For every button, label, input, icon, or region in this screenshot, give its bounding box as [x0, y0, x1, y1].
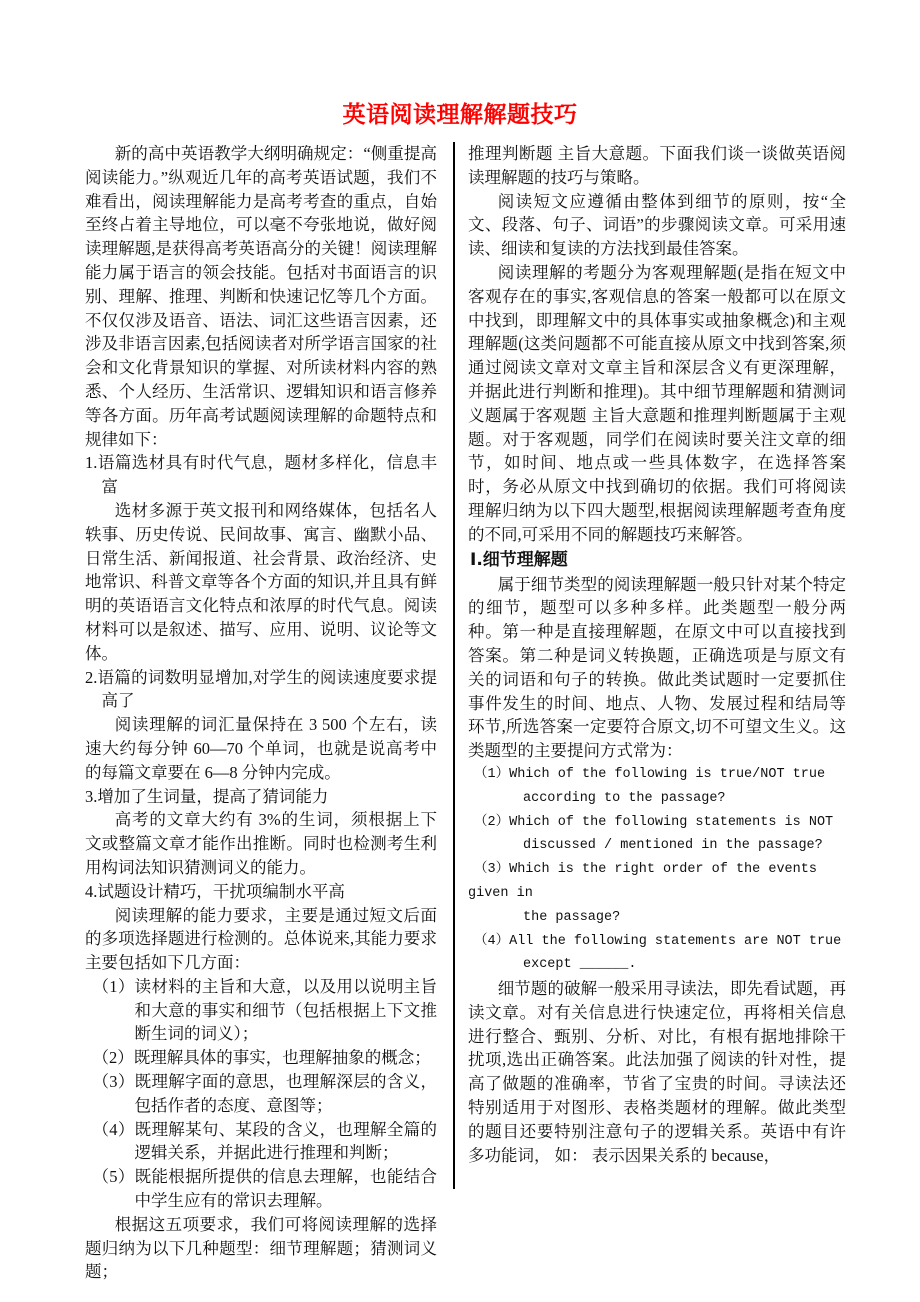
question-pattern-line: the passage?	[523, 909, 621, 925]
paragraph: 阅读理解的考题分为客观理解题(是指在短文中客观存在的事实,客观信息的答案一般都可以在原文中找到，即理解文中的具体事实或抽象概念)和主观理解题(这类问题都不可能直接从原文中找到答案,须通过阅读文章对文章主旨和深层含义有更深理解，并据此进行判断和推理)。其中细节理解题和猜测词义题属于客观题 主旨大意题和推理判断题属于主观题。对于客观题，同学们在阅读时要关注文章的细节，如时间、地点或一些具体数字，在选择答案时，务必从原文中找到确切的依据。我们可将阅读理解归纳为以下四大题型,根据阅读理解题考查角度的不同,可采用不同的解题技巧来解答。	[468, 262, 846, 544]
numbered-item: 3.增加了生词量，提高了猜词能力	[85, 786, 329, 806]
column-divider	[453, 142, 455, 1189]
numbered-item: 4.试题设计精巧，干扰项编制水平高	[85, 881, 345, 901]
numbered-item: 2.语篇的词数明显增加,对学生的阅读速度要求提高了	[85, 667, 437, 711]
question-pattern-line: （2）Which of the following statements is NOT	[474, 814, 834, 830]
question-pattern-line: discussed / mentioned in the passage?	[523, 838, 823, 854]
list-item: （1）读材料的主旨和大意，以及用以说明主旨和大意的事实和细节（包括根据上下文推断生词的词义）；	[92, 976, 437, 1044]
list-item: （4）既理解某句、某段的含义，也理解全篇的逻辑关系，并据此进行推理和判断；	[92, 1119, 437, 1163]
paragraph: 阅读理解的词汇量保持在 3 500 个左右，读速大约每分钟 60—70 个单词，也就是说高考中的每篇文章要在 6—8 分钟内完成。	[85, 715, 437, 782]
paragraph: 阅读短文应遵循由整体到细节的原则，按“全文、段落、句子、词语”的步骤阅读文章。可采用速读、细读和复读的方法找到最佳答案。	[468, 191, 846, 259]
list-item: （3）既理解字面的意思，也理解深层的含义，包括作者的态度、意图等；	[92, 1072, 437, 1115]
paragraph: 细节题的破解一般采用寻读法，即先看试题，再读文章。对有关信息进行快速定位，再将相关信息进行整合、甄别、分析、对比，有根有据地排除干扰项,选出正确答案。此法加强了阅读的针对性，提高了做题的准确率，节省了宝贵的时间。寻读法还特别适用于对图形、表格类题材的理解。做此类型的题目还要特别注意句子的逻辑关系。英语中有许多功能词， 如： 表示因果关系的 because，	[468, 979, 846, 1165]
paragraph: 根据这五项要求，我们可将阅读理解的选择题归纳为以下几种题型：细节理解题；猜测词义题；	[85, 1214, 437, 1282]
question-pattern-line: （1）Which of the following is true/NOT true	[474, 766, 826, 782]
question-pattern-line: according to the passage?	[523, 790, 726, 806]
paragraph: 高考的文章大约有 3%的生词，须根据上下文或整篇文章才能作出推断。同时也检测考生利用构词法知识猜测词义的能力。	[85, 810, 437, 877]
page-title: 英语阅读理解解题技巧	[342, 102, 578, 128]
list-item: （2）既理解具体的事实，也理解抽象的概念；	[92, 1048, 431, 1068]
list-item: （5）既能根据所提供的信息去理解，也能结合中学生应有的常识去理解。	[92, 1167, 437, 1211]
paragraph: 新的高中英语教学大纲明确规定：“侧重提高阅读能力。”纵观近几年的高考英语试题，我们不难看出，阅读理解能力是高考考查的重点，自始至终占着主导地位，可以毫不夸张地说，做好阅读理解题,是获得高考英语高分的关键！阅读理解能力属于语言的领会技能。包括对书面语言的识别、理解、推理、判断和快速记忆等几个方面。不仅仅涉及语音、语法、词汇这些语言因素，还涉及非语言因素,包括阅读者对所学语言国家的社会和文化背景知识的掌握、对所读材料内容的熟悉、个人经历、生活常识、逻辑知识和语言修养等各方面。历年高考试题阅读理解的命题特点和规律如下：	[85, 144, 437, 449]
section-heading: Ⅰ.细节理解题	[470, 549, 568, 570]
question-pattern-line: except ______.	[523, 957, 637, 973]
two-column-layout	[0, 142, 920, 1284]
question-pattern-line: （4）All the following statements are NOT true	[474, 933, 842, 949]
paragraph: 属于细节类型的阅读理解题一般只针对某个特定的细节，题型可以多种多样。此类题型一般分两种。第一种是直接理解题，在原文中可以直接找到答案。第二种是词义转换题，正确选项是与原文有关的词语和句子的转换。做此类试题时一定要抓住事件发生的时间、地点、人物、发展过程和结局等环节,所选答案一定要符合原文,切不可望文生义。这类题型的主要提问方式常为：	[468, 574, 846, 761]
question-pattern-line: given in	[468, 885, 533, 901]
paragraph: 推理判断题 主旨大意题。下面我们谈一谈做英语阅读理解题的技巧与策略。	[468, 144, 846, 187]
paragraph: 阅读理解的能力要求，主要是通过短文后面的多项选择题进行检测的。总体说来,其能力要求主要包括如下几方面：	[85, 905, 437, 973]
numbered-item: 1.语篇选材具有时代气息，题材多样化，信息丰富	[85, 453, 437, 497]
question-pattern-line: （3）Which is the right order of the events	[474, 862, 817, 878]
left-column	[85, 142, 437, 1284]
right-column	[468, 142, 846, 1167]
paragraph: 选材多源于英文报刊和网络媒体，包括名人轶事、历史传说、民间故事、寓言、幽默小品、日常生活、新闻报道、社会背景、政治经济、史地常识、科普文章等各个方面的知识,并且具有鲜明的英语语言文化特点和浓厚的时代气息。阅读材料可以是叙述、描写、应用、说明、议论等文体。	[85, 500, 437, 663]
